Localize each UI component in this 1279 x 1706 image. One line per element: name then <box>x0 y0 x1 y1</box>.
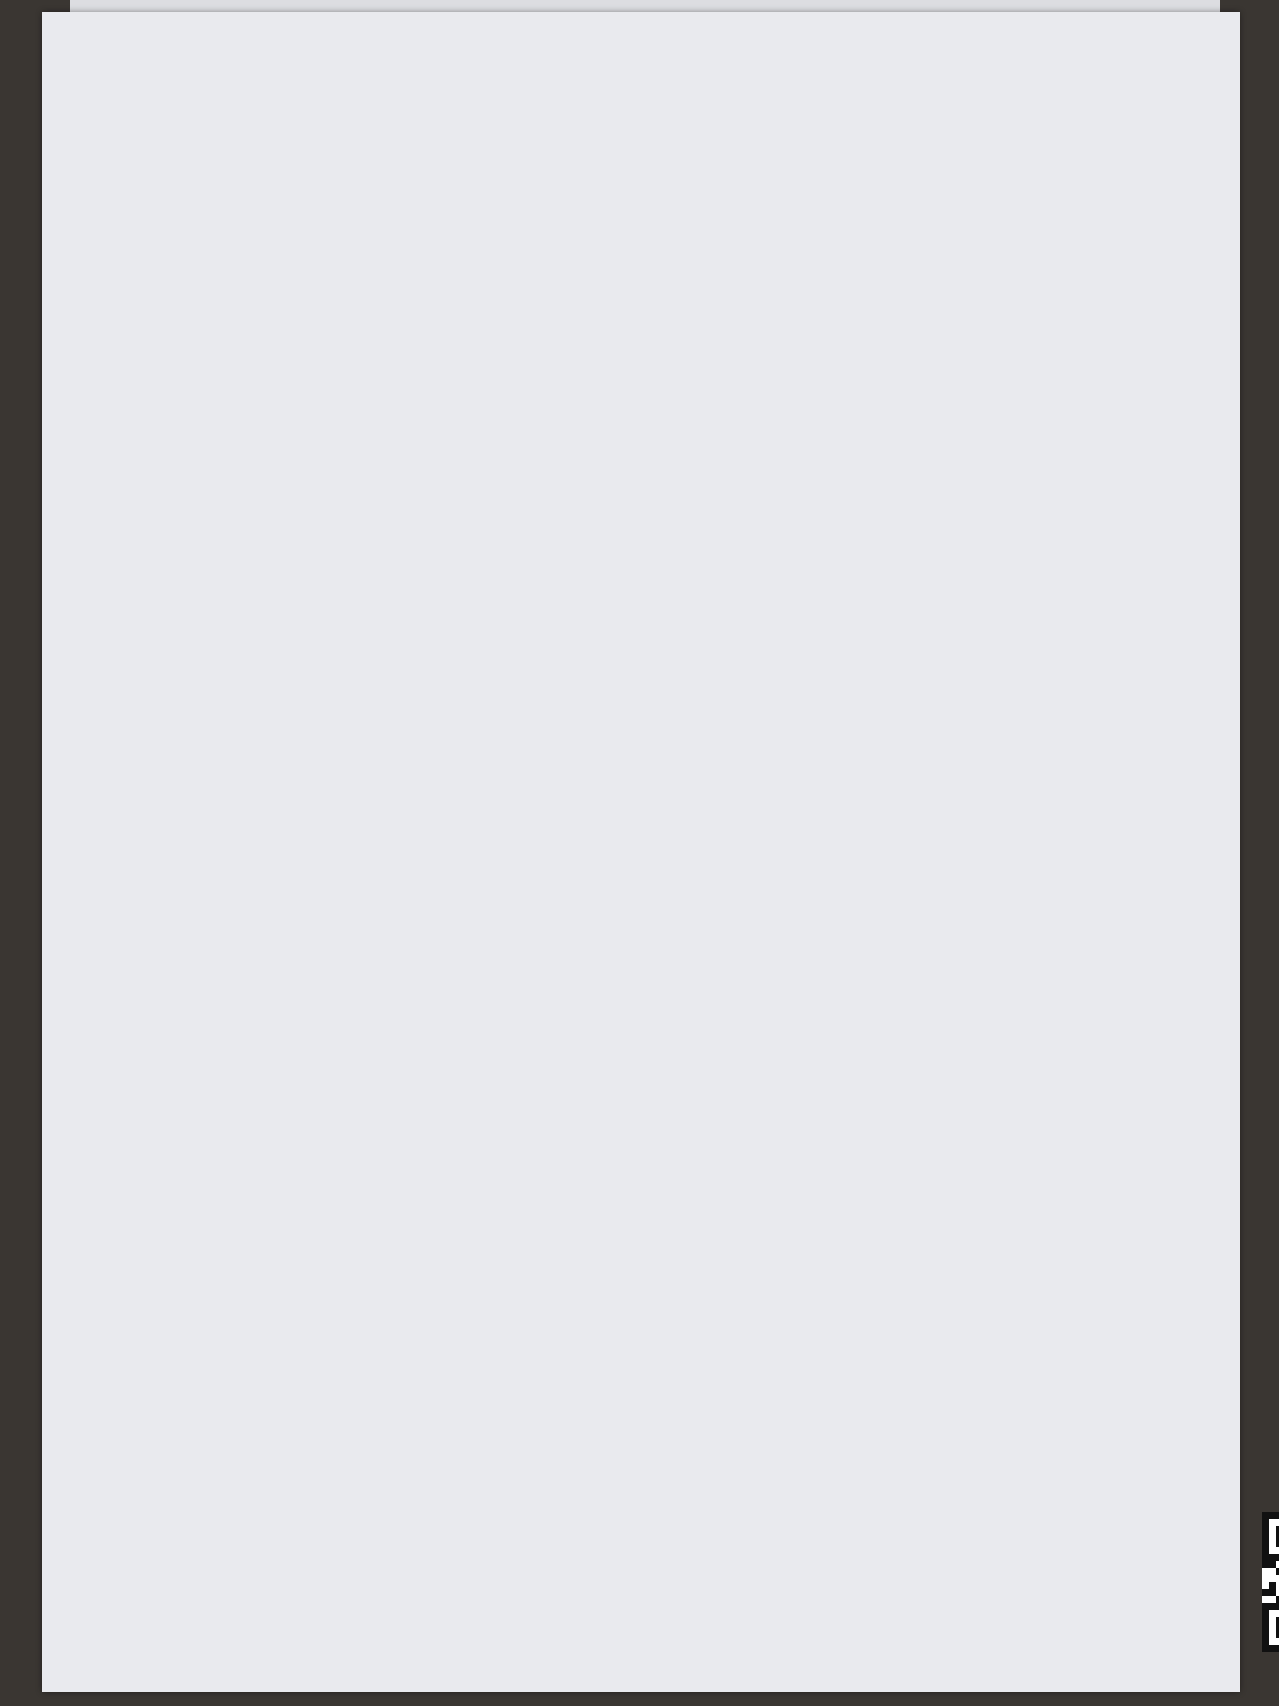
invoice-document <box>1222 22 1279 1682</box>
invoice-paper <box>42 12 1240 1692</box>
qr-code-icon <box>1262 1512 1279 1652</box>
